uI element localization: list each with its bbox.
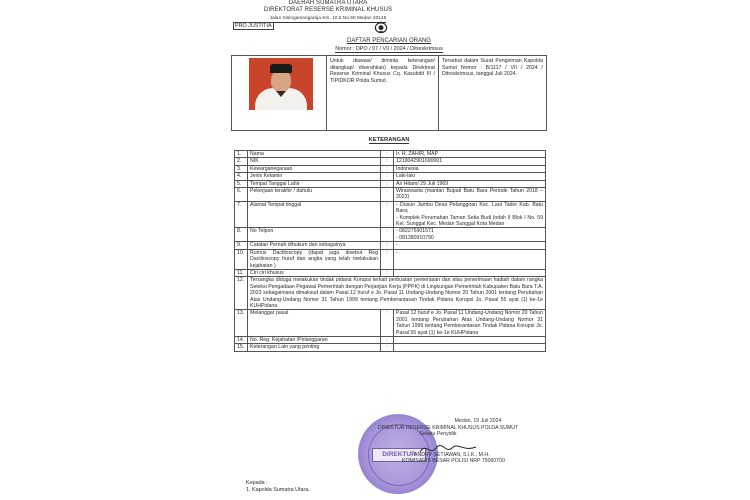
details-table	[234, 150, 546, 352]
place-date: Medan, 19 Juli 2024	[454, 418, 502, 424]
letterhead-region: DAERAH SUMATRA UTARA	[288, 0, 368, 6]
instruction-text: Untuk diawasi/ diminta keterangan/ ditangkap/ diserahkan) kepada Direktorat Reserse Kriminal Khusus Cq. Kasubdit III / TIPIDKOR Polda Sumut.	[327, 56, 439, 130]
wanted-info-box	[231, 55, 547, 131]
letterhead	[228, 0, 428, 23]
signature-scribble	[418, 442, 478, 456]
photo-cell	[232, 56, 327, 130]
table-row: 13. Melanggar pasal : Pasal 12 huruf e Jo. Pasal 11 Undang-Undang Nomor 20 Tahun 2001 tentang Perubahan Atas Undang-Undang Nomor 31 Tahun 1999 tentang Pemberantasan Tindak Pidana Korupsi Jo. Pasal 55 ayat (1) ke-1e KUHPidana	[235, 310, 546, 337]
table-row: 9. Catatan Pernah dihukum dan sebagainya : -	[235, 242, 546, 249]
table-row: 10. Rumus Dactiloscopy (dapat juga disebut Reg Dactiloscopy huruf dan angka yang telah melakukan kejahatan ) : -	[235, 249, 546, 269]
case-description: Tersangka diduga melakukan tindak pidana Korupsi terkait perbuatan pemerasan dan atau penerimaan hadiah dalam rangka Seleksi Pengadaan Pegawai Pemerintah dengan Perjanjian Kerja (PPPK) di Lingkungan Pemerintah Kabupaten Batu Bara T.A. 2023 sebagaimana dimaksud dalam Pasal 12 huruf e Jo. Pasal 11 Undang-Undang Nomor 20 Tahun 2001 tentang Perubahan Atas Undang-Undang Nomor 31 Tahun 1999 tentang Pemberantasan Tindak Pidana Korupsi Jo. Pasal 55 ayat (1) ke-1e KUHPidana	[248, 277, 546, 310]
nik-value: 1219042901690001	[394, 158, 546, 165]
document-title: DAFTAR PENCARIAN ORANG	[347, 38, 431, 44]
signatory-name: ANDRY SETIAWAN, S.I.K., M.H.	[414, 451, 490, 458]
table-row: 1. Nama : Ir. H. ZAHIR, MAP	[235, 151, 546, 158]
table-row: 4. Jenis Kelamin : Laki-laki	[235, 173, 546, 180]
reference-text: Tersebut dalam Surat Pengiriman Kapolda Sumut Nomor : B/1117 / VII / 2024 / Ditreskrimsus, tanggal Juli 2024.	[442, 58, 543, 78]
section-title: KETERANGAN	[368, 137, 410, 143]
table-row: 7. Alamat Tempat tinggal : - Dusun Jambu Desa Pelanggiran Kec. Laut Tador Kab. Batu Bara; - Komplek Perumahan Taman Setia Budi Indah II Blok I No. 59 Kel. Sunggal Kec. Medan Sunggal Kota Medan	[235, 201, 546, 228]
stamp-label: DIREKTUR	[372, 448, 426, 462]
document-number: Nomor : DPO / 07 / VII / 2024 / Ditreskrimsus	[335, 46, 443, 52]
recipients-heading: Kepada :	[246, 480, 268, 486]
signatory-rank: KOMISARIS BESAR POLISI NRP 75060700	[402, 458, 505, 465]
table-row: 8. No Telpon : - 082275901571 - 081380910790	[235, 228, 546, 242]
dpo-document	[228, 0, 550, 500]
signatory-role: Selaku Penyidik	[419, 431, 457, 438]
name-value: Ir. H. ZAHIR, MAP	[394, 151, 546, 158]
table-row: 14. No. Reg. Kejahatan /Pelanggaran :	[235, 336, 546, 343]
signature-block	[378, 418, 548, 465]
table-row: 6. Pekerjaan terakhir / dahulu : Wiraswasta (mantan Bupati Batu Bara Periode Tahun 2018 – 2023)	[235, 188, 546, 202]
letterhead-address: Jalan Sisingamangaraja Km. 10.5 No.60 Medan 20148	[270, 14, 387, 23]
table-row: 12. Tersangka diduga melakukan tindak pidana Korupsi terkait perbuatan pemerasan dan atau penerimaan hadiah dalam rangka Seleksi Pengadaan Pegawai Pemerintah dengan Perjanjian Kerja (PPPK) di Lingkungan Pemerintah Kabupaten Batu Bara T.A. 2023 sebagaimana dimaksud dalam Pasal 12 huruf e Jo. Pasal 11 Undang-Undang Nomor 20 Tahun 2001 tentang Perubahan Atas Undang-Undang Nomor 31 Tahun 1999 tentang Pemberantasan Tindak Pidana Korupsi Jo. Pasal 55 ayat (1) ke-1e KUHPidana	[235, 277, 546, 310]
police-emblem-icon	[374, 20, 388, 34]
table-row: 3. Kewarganegaraan : Indonesia	[235, 165, 546, 172]
table-row: 11. Ciri ciri khusus :	[235, 269, 546, 276]
suspect-portrait	[249, 58, 313, 110]
recipient-item: 1. Kapolda Sumatra Utara.	[246, 487, 310, 493]
table-row: 2. NIK : 1219042901690001	[235, 158, 546, 165]
letterhead-directorate: DIREKTORAT RESERSE KRIMINAL KHUSUS	[263, 7, 393, 13]
signatory-position: DIREKTUR RESERSE KRIMINAL KHUSUS POLDA SUMUT	[378, 424, 519, 431]
table-row: 15. Keterangan Lain yang penting :	[235, 344, 546, 351]
table-row: 5. Tempat Tanggal Lahir : Air Hitam/ 29 Juli 1969	[235, 180, 546, 187]
recipients	[246, 480, 310, 494]
pro-justitia-label: PRO JUSTITIA	[235, 23, 272, 29]
